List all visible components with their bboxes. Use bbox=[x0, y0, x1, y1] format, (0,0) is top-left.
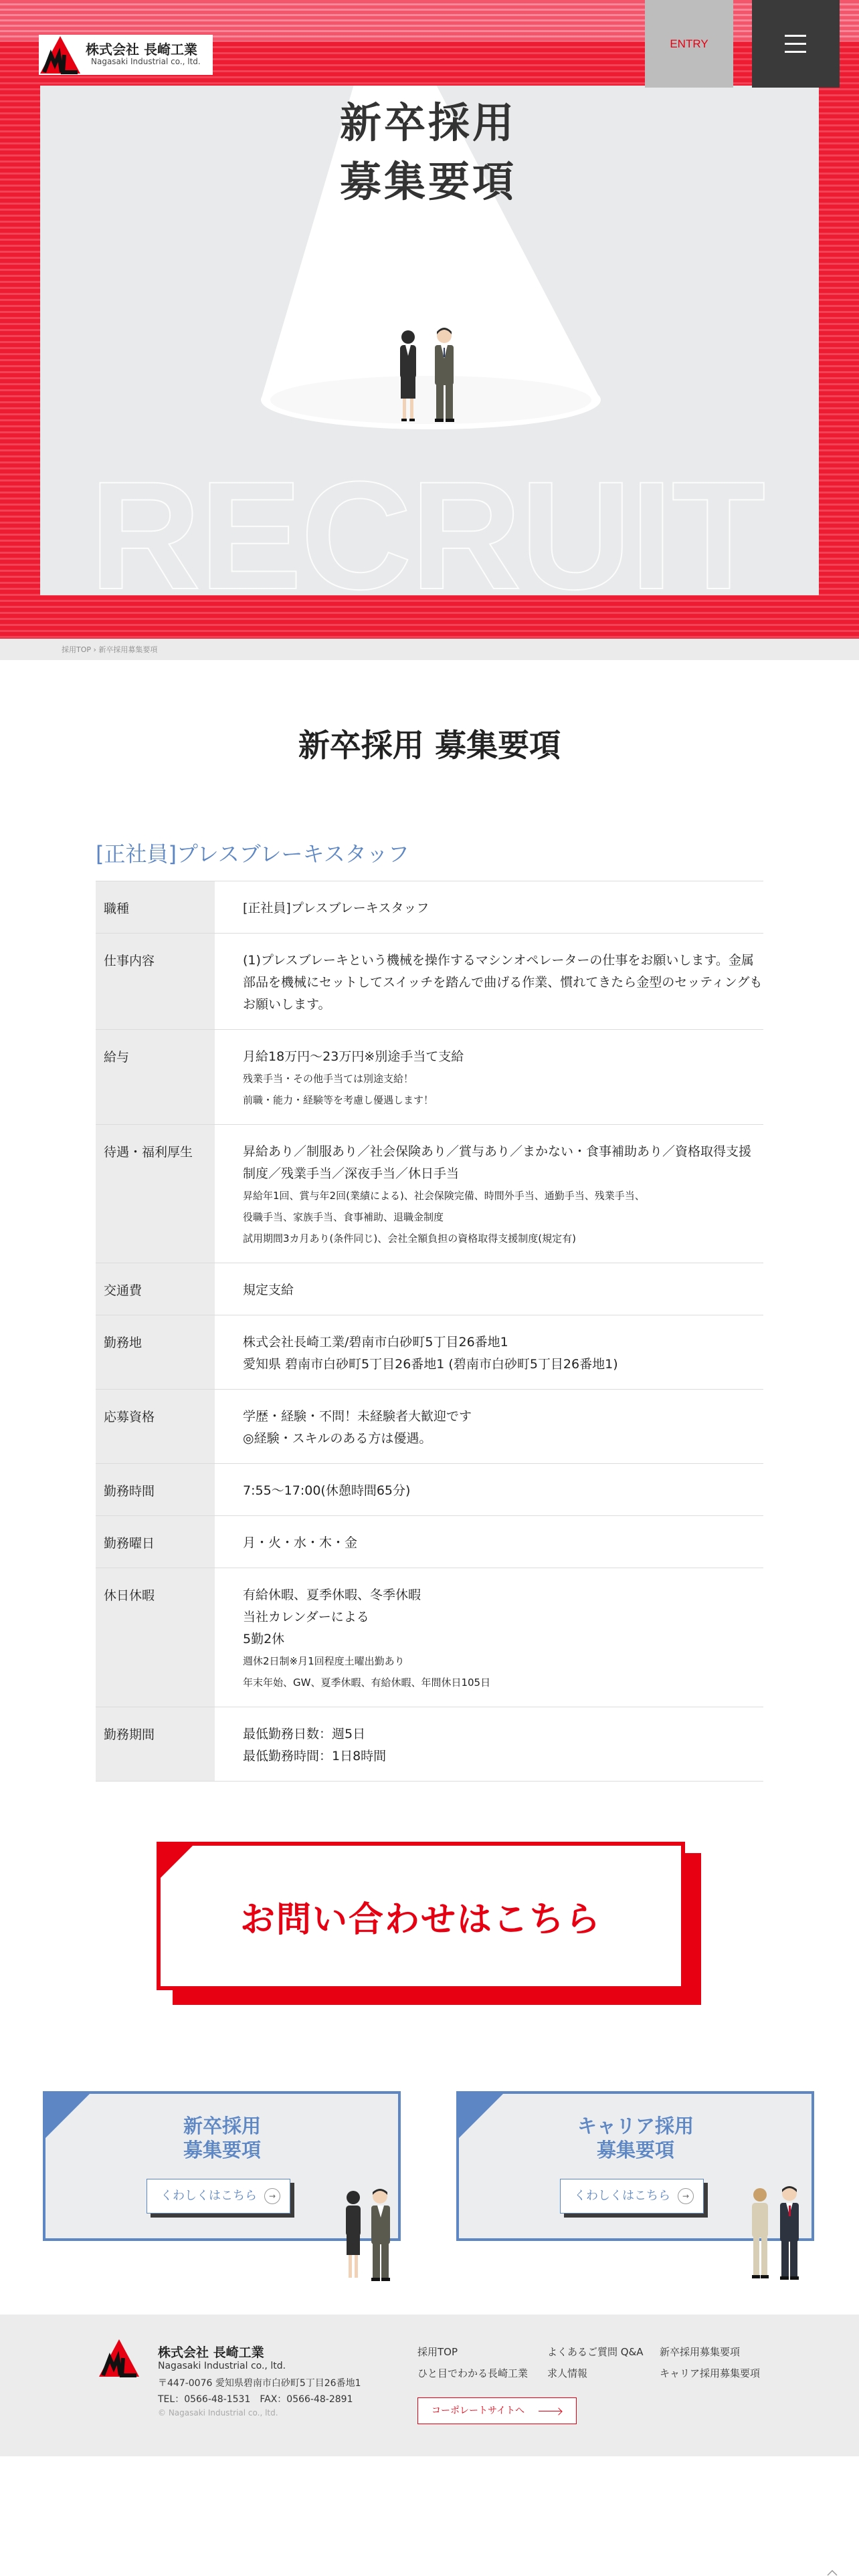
requirement-value-line: 株式会社長崎工業/碧南市白砂町5丁目26番地1 bbox=[243, 1335, 508, 1350]
card-corner-decoration bbox=[43, 2091, 92, 2141]
scroll-to-top-icon[interactable] bbox=[827, 2570, 838, 2576]
requirement-value-line: 最低勤務日数：週5日 bbox=[243, 1727, 366, 1741]
contact-cta-label[interactable]: お問い合わせはこちら bbox=[240, 1900, 601, 1940]
breadcrumb-separator: › bbox=[93, 645, 96, 654]
career-card-title-line2: 募集要項 bbox=[596, 2139, 674, 2161]
footer-link-job-info[interactable]: 求人情報 bbox=[547, 2367, 588, 2379]
requirement-value bbox=[215, 1390, 763, 1464]
requirement-value-line: 学歴・経験・不問！未経験者大歓迎です bbox=[243, 1409, 472, 1424]
requirement-note: 試用期間3カ月あり(条件同じ)、会社全額負担の資格取得支援制度(規定有) bbox=[243, 1232, 576, 1245]
requirement-row bbox=[96, 881, 763, 934]
requirement-value bbox=[215, 881, 763, 934]
requirement-value-line: 7:55〜17:00(休憩時間65分) bbox=[243, 1483, 411, 1498]
requirement-row bbox=[96, 1315, 763, 1390]
corporate-site-button-label: コーポレートサイトへ bbox=[432, 2405, 525, 2416]
hamburger-icon bbox=[785, 35, 806, 37]
footer-link-recruit-top[interactable]: 採用TOP bbox=[417, 2346, 458, 2358]
requirement-value bbox=[215, 1464, 763, 1516]
footer-link-new-grad[interactable]: 新卒採用募集要項 bbox=[660, 2346, 741, 2358]
requirement-label: 仕事内容 bbox=[96, 934, 215, 1030]
requirement-value-line: 月給18万円〜23万円※別途手当て支給 bbox=[243, 1049, 464, 1064]
requirement-label: 勤務期間 bbox=[96, 1707, 215, 1782]
requirements-table bbox=[96, 881, 763, 1782]
arrow-right-icon: → bbox=[264, 2188, 280, 2204]
requirement-value-line: 有給休暇、夏季休暇、冬季休暇 bbox=[243, 1588, 421, 1602]
entry-button[interactable]: ENTRY bbox=[645, 0, 733, 88]
company-name-en: Nagasaki Industrial co., ltd. bbox=[91, 57, 201, 66]
requirement-label: 職種 bbox=[96, 881, 215, 934]
company-name[interactable]: 株式会社 長崎工業 bbox=[86, 41, 197, 58]
requirement-value bbox=[215, 1707, 763, 1782]
company-logo-icon[interactable] bbox=[39, 35, 82, 75]
new-grad-detail-button[interactable] bbox=[147, 2179, 290, 2214]
requirement-row bbox=[96, 1030, 763, 1125]
requirement-label: 休日休暇 bbox=[96, 1568, 215, 1707]
requirement-value-line: 5勤2休 bbox=[243, 1632, 285, 1646]
new-grad-card-title bbox=[122, 2114, 322, 2162]
staff-pair-illustration bbox=[335, 2188, 400, 2282]
requirement-row bbox=[96, 934, 763, 1030]
requirement-note: 昇給年1回、賞与年2回(業績による)、社会保険完備、時間外手当、通勤手当、残業手当、 bbox=[243, 1190, 645, 1202]
requirement-note: 前職・能力・経験等を考慮し優遇します！ bbox=[243, 1094, 434, 1106]
requirement-value-line: 愛知県 碧南市白砂町5丁目26番地1 (碧南市白砂町5丁目26番地1) bbox=[243, 1357, 618, 1372]
requirement-value bbox=[215, 1125, 763, 1263]
requirement-value-line: 規定支給 bbox=[243, 1283, 294, 1297]
requirement-row bbox=[96, 1707, 763, 1782]
new-grad-detail-button-label: くわしくはこちら bbox=[161, 2189, 257, 2203]
hero-title bbox=[261, 94, 595, 211]
breadcrumb bbox=[62, 644, 157, 655]
requirement-note: 年末年始、GW、夏季休暇、有給休暇、年間休日105日 bbox=[243, 1677, 491, 1689]
requirement-label: 勤務地 bbox=[96, 1315, 215, 1390]
requirement-value-line: 昇給あり／制服あり／社会保険あり／賞与あり／まかない・食事補助あり／資格取得支援制度／残業手当／深夜手当／休日手当 bbox=[243, 1144, 752, 1181]
requirement-row bbox=[96, 1516, 763, 1568]
requirement-value-line: ◎経験・スキルのある方は優遇。 bbox=[243, 1431, 432, 1446]
footer-link-company-glance[interactable]: ひと目でわかる長崎工業 bbox=[417, 2367, 529, 2379]
requirement-value-line: 当社カレンダーによる bbox=[243, 1610, 369, 1624]
requirement-row bbox=[96, 1125, 763, 1263]
job-title: [正社員]プレスブレーキスタッフ bbox=[96, 841, 409, 867]
footer-copyright: © Nagasaki Industrial co., ltd. bbox=[158, 2408, 278, 2418]
card-corner-decoration bbox=[456, 2091, 506, 2141]
requirement-row bbox=[96, 1568, 763, 1707]
requirement-label: 交通費 bbox=[96, 1263, 215, 1315]
footer-link-faq[interactable]: よくあるご質問 Q&A bbox=[547, 2346, 644, 2358]
requirement-label: 給与 bbox=[96, 1030, 215, 1125]
page-title: 新卒採用 募集要項 bbox=[298, 728, 561, 764]
requirement-value bbox=[215, 1263, 763, 1315]
cta-corner-decoration bbox=[157, 1842, 197, 1882]
footer-company-name: 株式会社 長崎工業 bbox=[158, 2345, 264, 2360]
requirement-note: 残業手当・その他手当ては別途支給！ bbox=[243, 1073, 414, 1085]
hero-title-line2: 募集要項 bbox=[339, 157, 516, 206]
career-detail-button-label: くわしくはこちら bbox=[574, 2189, 670, 2203]
footer-link-career[interactable]: キャリア採用募集要項 bbox=[660, 2367, 761, 2379]
requirement-row bbox=[96, 1464, 763, 1516]
requirement-value bbox=[215, 1516, 763, 1568]
corporate-site-button[interactable] bbox=[417, 2397, 577, 2424]
career-card-title-line1: キャリア採用 bbox=[577, 2115, 694, 2137]
menu-button[interactable] bbox=[752, 0, 840, 88]
career-detail-button[interactable] bbox=[560, 2179, 704, 2214]
hero-title-line1: 新卒採用 bbox=[339, 98, 516, 147]
career-card-title bbox=[535, 2114, 736, 2162]
requirement-note: 週休2日制※月1回程度土曜出勤あり bbox=[243, 1655, 405, 1667]
requirement-label: 待遇・福利厚生 bbox=[96, 1125, 215, 1263]
breadcrumb-current: 新卒採用募集要項 bbox=[98, 645, 158, 654]
requirement-label: 勤務曜日 bbox=[96, 1516, 215, 1568]
requirement-row bbox=[96, 1263, 763, 1315]
hamburger-icon-bar bbox=[785, 51, 806, 53]
footer-address: 〒447-0076 愛知県碧南市白砂町5丁目26番地1 bbox=[158, 2378, 361, 2389]
footer bbox=[0, 2315, 859, 2456]
new-grad-card-title-line2: 募集要項 bbox=[183, 2139, 261, 2161]
requirement-value-line: (1)プレスブレーキという機械を操作するマシンオペレーターの仕事をお願いします。金属部品を機械にセットしてスイッチを踏んで曲げる作業、慣れてきたら金型のセッティングもお願いします。 bbox=[243, 953, 763, 1012]
requirement-note: 役職手当、家族手当、食事補助、退職金制度 bbox=[243, 1211, 444, 1223]
requirement-label: 応募資格 bbox=[96, 1390, 215, 1464]
footer-logo-icon[interactable] bbox=[98, 2338, 140, 2378]
career-staff-illustration bbox=[743, 2185, 809, 2283]
recruit-watermark: RECRUIT bbox=[90, 449, 765, 595]
requirement-value-line: 最低勤務時間：1日8時間 bbox=[243, 1749, 387, 1763]
requirement-value-line: [正社員]プレスブレーキスタッフ bbox=[243, 901, 430, 916]
hamburger-icon-bar bbox=[785, 43, 806, 45]
breadcrumb-home-link[interactable]: 採用TOP bbox=[62, 645, 92, 654]
arrow-right-icon: → bbox=[678, 2188, 694, 2204]
requirement-value bbox=[215, 1030, 763, 1125]
requirement-value-line: 月・火・水・木・金 bbox=[243, 1535, 358, 1550]
new-grad-card-title-line1: 新卒採用 bbox=[183, 2115, 261, 2137]
requirement-value bbox=[215, 934, 763, 1030]
requirement-row bbox=[96, 1390, 763, 1464]
requirement-label: 勤務時間 bbox=[96, 1464, 215, 1516]
requirement-value bbox=[215, 1315, 763, 1390]
footer-company-name-en: Nagasaki Industrial co., ltd. bbox=[158, 2361, 286, 2371]
requirement-value bbox=[215, 1568, 763, 1707]
footer-tel-fax: TEL：0566-48-1531 FAX：0566-48-2891 bbox=[158, 2394, 353, 2405]
